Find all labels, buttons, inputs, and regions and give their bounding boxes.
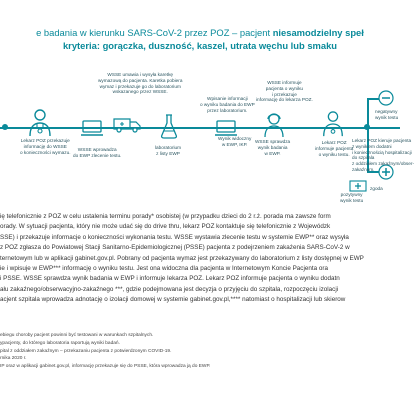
step-wsse-informuje: WSSE informuje pacjenta o wyniku i przekazuje informację do lekarza POZ. [256,80,313,103]
footnote-line: pital z oddziałem zakaźnym – przekazaniu pacjenta z potwierdzonym COVID-19. [0,348,172,354]
body-line: acjent szpitala wprowadza adnotację o izolacji domowej w systemie gabinet.gov.pl,**** natomiast o hospitalizacji lub skierow [0,296,346,304]
step-lekarz-kieruje: Lekarz POZ kieruje pacjenta z wynikiem dodatni i koniecznością hospitalizacji do szpitala z oddziałem zakaźnym/obser- zakaźnym. [352,138,414,172]
footnote-line: IP oraz w aplikacji gabinet.gov.pl, informację przekazuje się do PSSE, która wprowadza ją do EWP. [0,364,211,370]
body-line: ału zakaźnego/obserwacyjno-zakaźnego ***, gdzie podejmowana jest decyzja o przyjęciu do szpitala, rozpoczęciu izolacji [0,285,339,293]
footnote-line: ypacjenty, do którego laboratoria raportują wyniki badań. [0,340,120,346]
heading-line-2: kryteria: gorączka, duszność, kaszel, utrata węchu lub smaku [62,40,338,51]
step-laboratorium: laboratorium z listy EWP [155,145,182,156]
body-line: SSE) i przekazuje informacje o konieczności wykonania testu. WSSE wystawia zlecenie testu w systemie EWP** oraz wysyła [0,233,349,241]
body-line: ie i wpisuje w EWP*** informację o wyniku testu. Jest ona widoczna dla pacjenta w Internetowym Koncie Pacjenta ora [0,265,328,273]
footnotes [0,332,400,371]
footnote-line: rnika 2020 r. [0,356,27,362]
step-pozytywny: pozytywny wynik testu [340,192,364,203]
doctor-icon [26,108,54,138]
body-text [0,212,400,306]
heading-line-1: e badania w kierunku SARS-CoV-2 przez POZ – pacjent niesamodzielny speł [36,27,364,38]
ambulance-icon [112,115,142,133]
body-line: z POZ zgłasza do Powiatowej Stacji Sanitarno-Epidemiologicznej (PSSE) pacjenta z podejrzeniem zakażenia SARS-CoV-2 w [0,244,350,252]
headset-operator-icon [262,111,286,139]
flow-dot [364,124,370,130]
step-wynik-widoczny: Wynik widoczny w EWP, IKP. [218,136,252,147]
step-wsse-sprawdza: WSSE sprawdza wynik badania w EWP. [255,139,291,156]
step-lekarz-poz: Lekarz POZ przekazuje informację do WSSE o konieczności wymazu. [20,138,71,155]
hospital-icon [349,178,367,192]
step-lekarz-informuje: Lekarz POZ informuje pacjenta o wyniku testu. [315,140,354,157]
body-line: ię telefonicznie z POZ w celu ustalenia terminu porady* osobistej (w przypadku dzieci do 2 r.ż. porada ma zawsze form [0,213,331,220]
negative-result-icon [378,90,394,106]
computer-icon [80,120,104,138]
body-line: orady. W sytuacji pacjenta, który nie może udać się do drive thru, lekarz POZ kontaktuje się telefonicznie z Wojewódzk [0,223,331,231]
step-wpisanie: Wpisanie informacji o wyniku badania do EWP przez laboratorium. [200,96,255,113]
step-wsse-wprowadza: WSSE wprowadza do EWP zlecenie testu. [73,147,122,158]
doctor-icon [320,110,346,138]
step-wsse-umawia: WSSE umawia i wysyła karetkę wymazową do pacjenta. Karetka pobiera wymaz i przekazuje go do laboratorium wskazanego przez WSSE. [98,72,183,95]
step-zgoda: zgoda [370,186,383,191]
laboratory-icon [160,113,178,139]
step-negatywny: negatywny wynik testu [375,109,399,120]
body-line: ternetowym lub w aplikacji gabinet.gov.pl. Pobrany od pacjenta wymaz jest przekazywany do laboratorium z listy dostępnej w EWP [0,254,364,262]
flow-dot [2,124,8,130]
body-line: i PSSE. WSSE sprawdza wynik badania w EWP i informuje lekarza POZ. Lekarz POZ informuje pacjenta o wyniku dodatn [0,275,340,283]
footnote-line: ebiegu choroby pacjent powinni być testowani w warunkach szpitalnych. [0,333,154,338]
